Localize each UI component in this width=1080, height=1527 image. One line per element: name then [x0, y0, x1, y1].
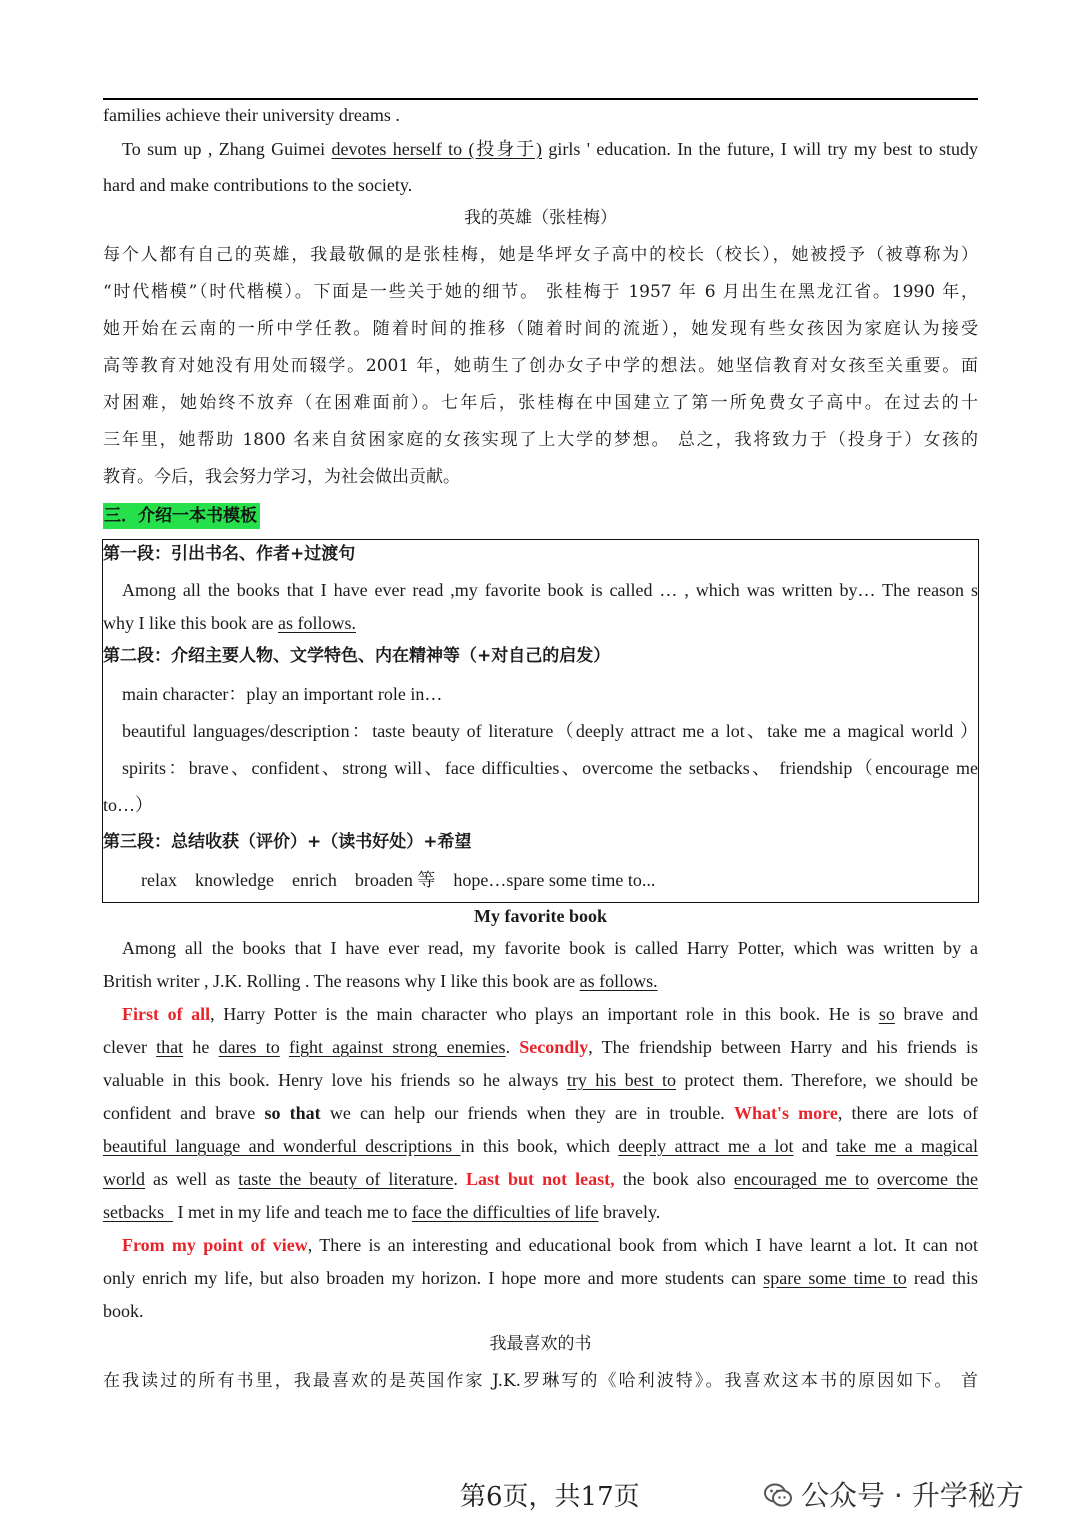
chinese-title: 我最喜欢的书 — [489, 1334, 592, 1354]
template-heading-2: 第二段：介绍主要人物、文学特色、内在精神等（+对自己的启发） — [103, 646, 611, 666]
essay-line: world as well as taste the beauty of literature. Last but not least, the book also encouraged me to overcome the — [103, 1169, 979, 1189]
template-box — [102, 539, 979, 903]
essay-line: only enrich my life, but also broaden my horizon. I hope more and more students can spare some time to read this — [103, 1268, 979, 1288]
essay-line: First of all, Harry Potter is the main character who plays an important role in this book. He is so brave and — [122, 1004, 978, 1024]
page-footer — [0, 1472, 1080, 1512]
template-heading-1: 第一段：引出书名、作者+过渡句 — [103, 544, 356, 564]
chinese-line: 每个人都有自己的英雄，我最敬佩的是张桂梅，她是华坪女子高中的校长（校长），她被授予（被尊称为） — [103, 245, 978, 265]
essay-line: From my point of view, There is an interesting and educational book from which I have learnt a lot. It can not — [122, 1235, 978, 1255]
chinese-line: 对困难，她始终不放弃（在困难面前）。七年后，张桂梅在中国建立了第一所免费女子高中。在过去的十 — [103, 393, 978, 413]
essay-line: setbacks I met in my life and teach me to face the difficulties of life bravely. — [103, 1202, 661, 1222]
essay-line: British writer , J.K. Rolling . The reasons why I like this book are as follows. — [103, 971, 658, 991]
chinese-line: 她开始在云南的一所中学任教。随着时间的推移（随着时间的流逝），她发现有些女孩因为家庭认为接受 — [103, 319, 978, 339]
chinese-line: 教育。今后，我会努力学习，为社会做出贡献。 — [103, 467, 460, 487]
essay-line: beautiful language and wonderful descriptions in this book, which deeply attract me a lot and take me a magical — [103, 1136, 978, 1156]
chinese-line: 在我读过的所有书里，我最喜欢的是英国作家 J.K.罗琳写的《哈利波特》。我喜欢这本书的原因如下。 首 — [103, 1371, 978, 1391]
essay-line: book. — [103, 1301, 144, 1321]
essay-line: valuable in this book. Henry love his friends so he always try his best to protect them. Therefore, we should be — [103, 1070, 979, 1090]
page-number: 第6页，共17页 — [460, 1482, 640, 1512]
template-line: Among all the books that I have ever read ,my favorite book is called … , which was written by… The reason s — [122, 580, 978, 600]
template-line: why I like this book are as follows. — [103, 613, 356, 633]
text-line: To sum up , Zhang Guimei devotes herself to (投身于) girls ' education. In the future, I will try my best to study — [122, 139, 978, 159]
template-heading-3: 第三段：总结收获（评价）+（读书好处）+希望 — [103, 832, 472, 852]
essay-line: clever that he dares to fight against strong enemies. Secondly, The friendship between Harry and his friends is — [103, 1037, 979, 1057]
chinese-line: “时代楷模”（时代楷模）。下面是一些关于她的细节。 张桂梅于 1957 年 6 月出生在黑龙江省。1990 年， — [103, 282, 978, 302]
essay-title: My favorite book — [474, 906, 607, 926]
watermark: 公众号 · 升学秘方 — [763, 1474, 1024, 1514]
header-rule — [103, 98, 978, 100]
template-line: beautiful languages/description：taste beauty of literature（deeply attract me a lot、take me a magical world ） — [122, 721, 978, 741]
essay-line: confident and brave so that we can help our friends when they are in trouble. What's more, there are lots of — [103, 1103, 978, 1123]
chinese-title: 我的英雄（张桂梅） — [464, 208, 617, 228]
underlined-phrase: devotes herself to (投身于) — [331, 139, 542, 159]
template-line: spirits：brave、confident、strong will、face difficulties、overcome the setbacks、 friendship（encourage me — [122, 758, 978, 778]
text-line: hard and make contributions to the society. — [103, 175, 413, 195]
wechat-icon — [763, 1480, 793, 1510]
essay-line: Among all the books that I have ever read, my favorite book is called Harry Potter, which was written by a — [122, 938, 978, 958]
template-line: main character：play an important role in… — [122, 684, 443, 704]
chinese-line: 高等教育对她没有用处而辍学。2001 年，她萌生了创办女子中学的想法。她坚信教育对女孩至关重要。面 — [103, 356, 978, 376]
chinese-line: 三年里，她帮助 1800 名来自贫困家庭的女孩实现了上大学的梦想。 总之，我将致力于（投身于）女孩的 — [103, 430, 978, 450]
text-line: families achieve their university dreams . — [103, 105, 400, 125]
template-line: relax knowledge enrich broaden 等 hope…spare some time to... — [141, 870, 656, 890]
section-heading: 三．介绍一本书模板 — [103, 503, 260, 529]
template-line: to…） — [103, 795, 154, 815]
